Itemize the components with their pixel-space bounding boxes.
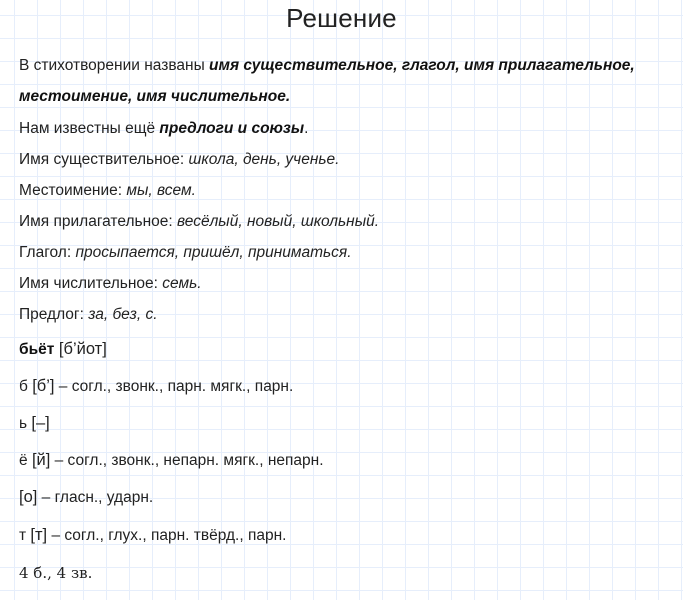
sound: [б’] xyxy=(32,377,55,395)
phonetic-letter-row xyxy=(19,414,50,433)
known-suffix: . xyxy=(304,120,309,137)
pos-preposition xyxy=(19,306,158,324)
letter: ь xyxy=(19,415,32,432)
pos-adjective xyxy=(19,213,379,231)
pos-words: за, без, с. xyxy=(88,306,158,323)
intro-suffix: . xyxy=(285,88,291,105)
phonetic-letter-row xyxy=(19,451,324,470)
known-prefix: Нам известны ещё xyxy=(19,120,160,137)
intro-emphasis-1: имя существительное, глагол, имя прилагательное, xyxy=(209,57,635,74)
phonetic-letter-row xyxy=(19,488,153,507)
letter: т xyxy=(19,527,31,544)
phonetic-word-line xyxy=(19,340,107,359)
known-line xyxy=(19,120,308,138)
pos-label: Местоимение: xyxy=(19,182,127,199)
letter: ё xyxy=(19,452,32,469)
pos-noun xyxy=(19,151,339,169)
pos-label: Имя существительное: xyxy=(19,151,189,168)
intro-emphasis-2: местоимение, имя числительное xyxy=(19,88,286,105)
page-title: Решение xyxy=(286,3,397,33)
pos-label: Глагол: xyxy=(19,244,76,261)
sound: [т] xyxy=(30,526,48,544)
phonetic-letter-row xyxy=(19,526,286,545)
sound: [й] xyxy=(31,451,51,469)
pos-pronoun xyxy=(19,182,196,200)
pos-words: школа, день, ученье. xyxy=(188,151,340,168)
pos-label: Предлог: xyxy=(19,306,89,323)
sound-description: – гласн., ударн. xyxy=(37,489,154,506)
phonetic-word: бьёт xyxy=(19,341,55,358)
pos-numeral xyxy=(19,275,202,293)
pos-words: весёлый, новый, школьный. xyxy=(177,213,380,230)
pos-words: мы, всем. xyxy=(126,182,196,199)
sound: [о] xyxy=(19,488,38,506)
letter: б xyxy=(19,378,33,395)
known-emphasis: предлоги и союзы xyxy=(159,120,305,137)
pos-words: просыпается, пришёл, приниматься. xyxy=(75,244,352,261)
intro-line-2 xyxy=(19,88,290,106)
phonetic-letter-row xyxy=(19,377,293,396)
pos-label: Имя прилагательное: xyxy=(19,213,177,230)
sound-description: – согл., глух., парн. твёрд., парн. xyxy=(47,527,287,544)
sound: [–] xyxy=(31,414,50,432)
phonetic-transcription: [б’йот] xyxy=(54,340,107,358)
sound-description: – согл., звонк., парн. мягк., парн. xyxy=(54,378,294,395)
pos-verb xyxy=(19,244,352,262)
phonetic-summary: 4 б., 4 зв. xyxy=(19,564,93,582)
intro-prefix: В стихотворении названы xyxy=(19,57,210,74)
pos-label: Имя числительное: xyxy=(19,275,163,292)
intro-line-1 xyxy=(19,57,635,75)
sound-description: – согл., звонк., непарн. мягк., непарн. xyxy=(50,452,324,469)
pos-words: семь. xyxy=(162,275,202,292)
